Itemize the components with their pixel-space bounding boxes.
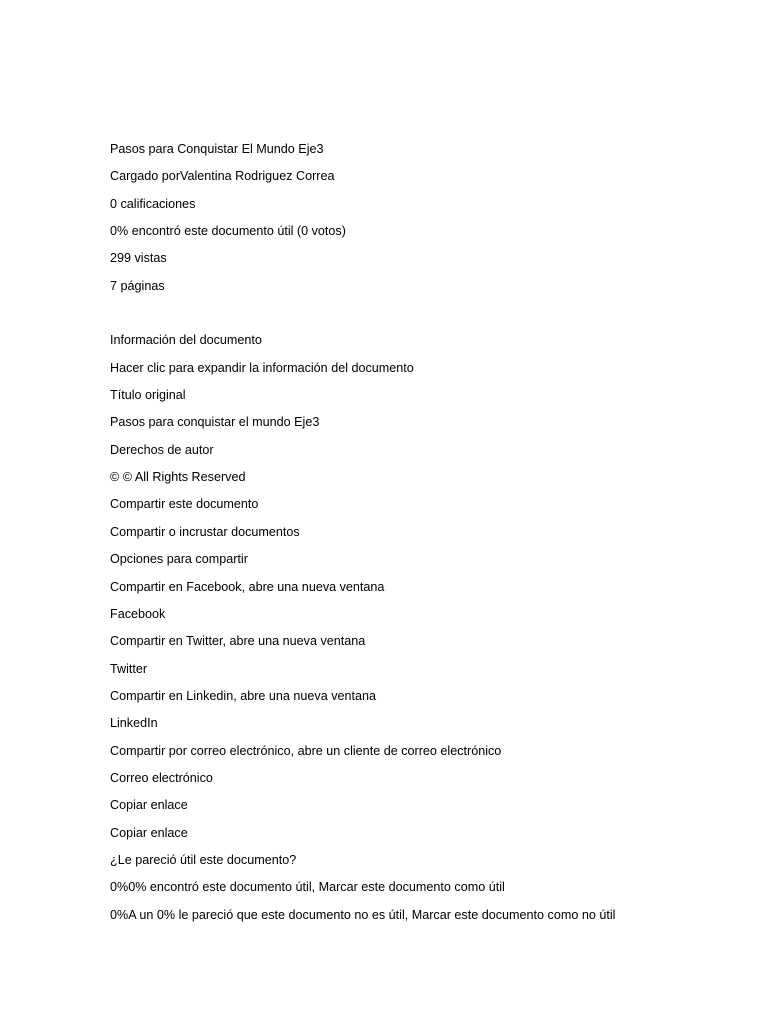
feedback-useful: 0%0% encontró este documento útil, Marcar este documento como útil bbox=[110, 880, 505, 895]
copy-link-1: Copiar enlace bbox=[110, 798, 188, 813]
share-linkedin-desc: Compartir en Linkedin, abre una nueva ventana bbox=[110, 688, 377, 703]
feedback-question: ¿Le pareció útil este documento? bbox=[110, 852, 297, 867]
original-title-value: Pasos para conquistar el mundo Eje3 bbox=[110, 415, 320, 430]
views-count: 299 vistas bbox=[110, 251, 167, 266]
share-or-embed: Compartir o incrustar documentos bbox=[110, 524, 300, 539]
info-heading: Información del documento bbox=[110, 333, 262, 348]
share-facebook-desc: Compartir en Facebook, abre una nueva ventana bbox=[110, 579, 385, 594]
share-options-label: Opciones para compartir bbox=[110, 552, 248, 567]
document-title: Pasos para Conquistar El Mundo Eje3 bbox=[110, 142, 324, 156]
share-email: Correo electrónico bbox=[110, 770, 213, 785]
ratings-count: 0 calificaciones bbox=[110, 196, 196, 211]
share-twitter-desc: Compartir en Twitter, abre una nueva ventana bbox=[110, 634, 366, 649]
copyright-label: Derechos de autor bbox=[110, 442, 214, 457]
spacer bbox=[110, 303, 750, 330]
share-heading: Compartir este documento bbox=[110, 497, 259, 512]
share-linkedin: LinkedIn bbox=[110, 716, 158, 731]
share-email-desc: Compartir por correo electrónico, abre un cliente de correo electrónico bbox=[110, 743, 502, 758]
uploaded-by: Cargado porValentina Rodriguez Correa bbox=[110, 169, 335, 184]
document-text bbox=[110, 139, 750, 932]
share-twitter: Twitter bbox=[110, 661, 148, 676]
useful-summary: 0% encontró este documento útil (0 votos) bbox=[110, 224, 346, 239]
feedback-not-useful: 0%A un 0% le pareció que este documento no es útil, Marcar este documento como no útil bbox=[110, 907, 616, 922]
original-title-label: Título original bbox=[110, 388, 186, 403]
pages-count: 7 páginas bbox=[110, 278, 165, 293]
copyright-value: © © All Rights Reserved bbox=[110, 470, 246, 485]
expand-info-text: Hacer clic para expandir la información del documento bbox=[110, 360, 414, 375]
share-facebook: Facebook bbox=[110, 606, 166, 621]
copy-link-2: Copiar enlace bbox=[110, 825, 188, 840]
